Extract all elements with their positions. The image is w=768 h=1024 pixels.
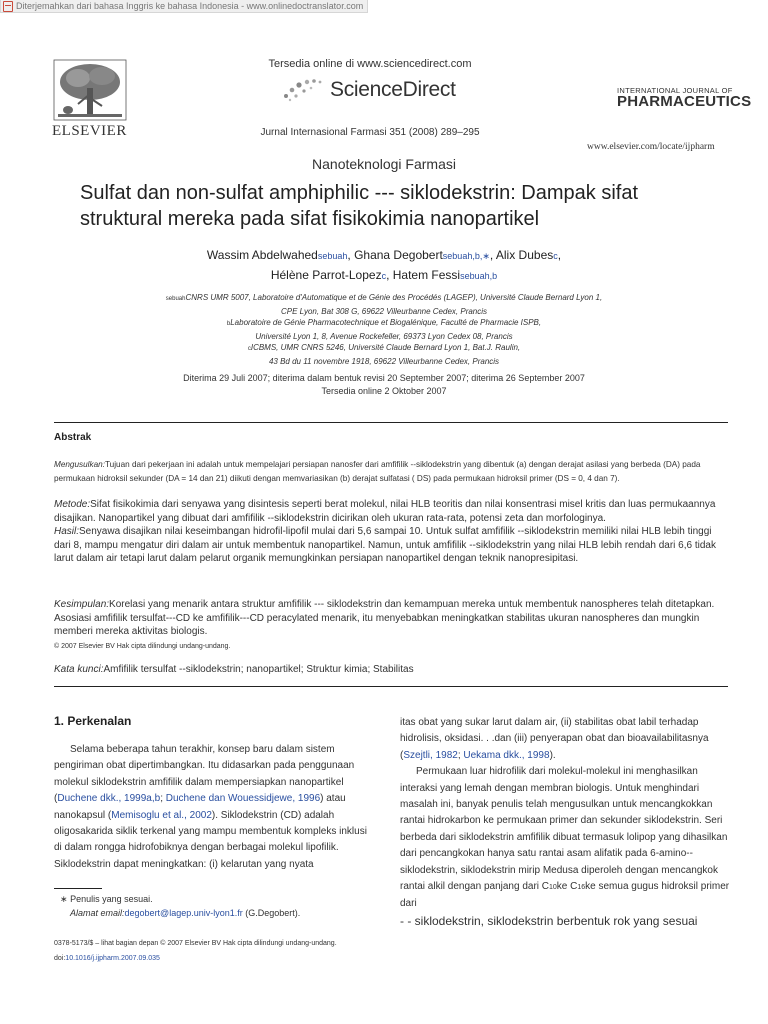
article-dates <box>100 372 668 398</box>
online-date: Tersedia online 2 Oktober 2007 <box>321 386 447 396</box>
issn-doi-line <box>54 936 354 966</box>
publisher-name: ELSEVIER <box>52 123 127 139</box>
affiliation-a <box>100 292 668 317</box>
abstract-text: Senyawa disajikan nilai keseimbangan hidrofil-lipofil mulai dari 5,6 sampai 10. Untuk sulfat amfifilik --siklodekstrin memiliki nilai HLB lebih tinggi dari 8, mampu mengatur diri dalam air untuk membentuk nanopartikel. Namun, untuk amfifilik --siklodekstrin yang nilai HLB lebih rendah dari 6,6 tidak larut dalam air tetapi larut dalam pelarut organik memungkinkan persiapan nanopartikel dengan teknik nanopresipitasi. <box>54 526 716 564</box>
footnote-rule <box>54 888 102 889</box>
journal-reference: Jurnal Internasional Farmasi 351 (2008) 289–295 <box>260 127 480 138</box>
citation-link[interactable]: Memisoglu et al., 2002 <box>111 809 212 821</box>
citation-link[interactable]: Uekama dkk., 1998 <box>463 749 550 761</box>
intro-text: ). Siklodekstrin (CD) adalah oligosakarida siklik terkenal yang mampu membentuk kompleks inklusi di dalam rongga hidrofobiknya dengan berbagai molekul lipofilik. Siklodekstrin dapat meningkatkan: (i) kelarutan yang nyata <box>54 809 367 870</box>
affiliation-line: 43 Bd du 11 novembre 1918, 69622 Villeurbanne Cedex, Prancis <box>268 356 500 366</box>
author-affil-mark[interactable]: sebuah,b,∗ <box>442 251 490 261</box>
abstract-text: Sifat fisikokimia dari senyawa yang disintesis seperti berat molekul, nilai HLB teoritis dan nilai konsentrasi misel kritis dan luas permukaannya disajikan. Nanopartikel yang dibuat dari amfifilik --siklodekstrin dicirikan oleh ukuran rata-rata, potensi zeta dan morfologinya. <box>54 499 716 524</box>
citation-link[interactable]: Duchene dkk., 1999a,b <box>57 793 161 805</box>
author-name: Ghana Degobert <box>354 248 443 262</box>
article-title: Sulfat dan non-sulfat amphiphilic --- siklodekstrin: Dampak sifat struktural mereka pada sifat fisikokimia nanopartikel <box>80 182 639 230</box>
author-line-2 <box>100 266 668 286</box>
author-name: Hatem Fessi <box>392 268 461 282</box>
section-heading: 1. Perkenalan <box>54 714 132 728</box>
affiliation-line: Laboratoire de Génie Pharmacotechnique et Biogalénique, Faculté de Pharmacie ISPB, <box>230 318 542 327</box>
author-name: Alix Dubes <box>495 248 554 262</box>
author-affil-mark[interactable]: sebuah <box>317 251 348 261</box>
keywords-label: Kata kunci: <box>54 664 104 675</box>
author-name: Hélène Parrot-Lopez <box>270 268 382 282</box>
journal-url[interactable]: www.elsevier.com/locate/ijpharm <box>587 142 715 152</box>
doi-link[interactable]: 10.1016/j.ijpharm.2007.09.035 <box>65 955 160 962</box>
affiliation-line: ICBMS, UMR CNRS 5246, Université Claude Bernard Lyon 1, Bat.J. Raulin, <box>250 343 521 352</box>
author-name: Wassim Abdelwahed <box>206 248 318 262</box>
abstract-label: Metode: <box>54 499 91 510</box>
abstract-bottom-rule <box>54 686 728 687</box>
footnote-star: ∗ <box>60 894 68 904</box>
author-separator: , <box>347 248 355 262</box>
affiliation-c <box>100 342 668 367</box>
journal-logo-line2: PHARMACEUTICS <box>617 93 752 110</box>
keywords-text: Amfifilik tersulfat --siklodekstrin; nanopartikel; Struktur kimia; Stabilitas <box>103 664 414 675</box>
affiliation-line: Université Lyon 1, 8, Avenue Rockefeller, 69373 Lyon Cedex 08, Prancis <box>255 331 513 341</box>
abstract-label: Kesimpulan: <box>54 599 110 610</box>
author-separator: , <box>557 248 562 262</box>
abstract-top-rule <box>54 422 728 423</box>
citation-link[interactable]: Szejtli, 1982 <box>403 749 458 761</box>
intro-text: Permukaan luar hidrofilik dari molekul-molekul ini menghasilkan interaksi yang lemah dengan membran biologis. Untuk menghindari masalah ini, banyak penulis telah mengusulkan untuk mencangkokkan rantai hidrokarbon ke permukaan primer dan sekunder siklodekstrin. Seri berbeda dari siklodekstrin amfifilik dibuat termasuk lolipop yang dihasilkan dari pencangkokan hanya satu rantai asam alifatik pada 6-amino--siklodekstrin, siklodekstrin mirip Medusa diperoleh dengan mencangkok rantai alkil dengan panjang dari C <box>400 766 728 893</box>
abstract-text: Korelasi yang menarik antara struktur amfifilik --- siklodekstrin dan kemampuan mereka untuk membentuk nanospheres telah ditetapkan. Asosiasi amfifilik tersulfat---CD ke amfifilik---CD peracylated menarik, itu menyebabkan meningkatkan stabilitas ukuran nanospheres dan mungkin memberi mereka aktivitas biologis. <box>54 599 715 637</box>
intro-continuation: - - siklodekstrin, siklodekstrin berbentuk rok yang sesuai <box>400 913 698 928</box>
author-line-1 <box>100 246 668 266</box>
affiliation-mark: sebuah <box>165 296 186 302</box>
issn-text: 0378-5173/$ – lihat bagian depan © 2007 Elsevier BV Hak cipta dilindungi undang-undang. doi: <box>54 940 337 962</box>
section-label: Nanoteknologi Farmasi <box>312 156 456 172</box>
translator-banner[interactable] <box>0 0 368 13</box>
sciencedirect-dots-icon <box>280 76 324 104</box>
document-icon <box>3 1 13 12</box>
received-dates: Diterima 29 Juli 2007; diterima dalam bentuk revisi 20 September 2007; diterima 26 September 2007 <box>183 373 585 383</box>
intro-text: ke C <box>556 881 578 893</box>
sciencedirect-logo <box>280 76 456 104</box>
footnote-email <box>70 906 300 920</box>
email-link[interactable]: degobert@lagep.univ-lyon1.fr <box>124 908 243 918</box>
intro-right-column: itas obat yang sukar larut dalam air, (ii) stabilitas obat labil terhadap hidrolisis, oksidasi. . .dan (iii) penyerapan obat dan bioavailabilitasnya (Szejtli, 1982; Uekama dkk., 1998). Permukaan luar hidrofilik dari molekul-molekul ini menghasilkan interaksi yang lemah dengan membran biologis. Untuk menghindari masalah ini, banyak penulis telah mengusulkan untuk mencangkokkan rantai hidrokarbon ke permukaan primer dan sekunder siklodekstrin. Seri berbeda dari siklodekstrin amfifilik dibuat termasuk lolipop yang dihasilkan dari pencangkokan hanya satu rantai asam alifatik pada 6-amino--siklodekstrin, siklodekstrin mirip Medusa diperoleh dengan mencangkok rantai alkil dengan panjang dari C10ke C16ke semua gugus hidroksil primer dari - - siklodekstrin, siklodekstrin berbentuk rok yang sesuai <box>400 717 730 928</box>
abstract-purpose <box>54 458 728 486</box>
intro-text: ). <box>549 749 556 761</box>
keywords <box>54 663 728 677</box>
intro-paragraph <box>400 764 730 913</box>
available-online-text: Tersedia online di www.sciencedirect.com <box>268 58 472 70</box>
abstract-text: Tujuan dari pekerjaan ini adalah untuk mempelajari persiapan nanosfer dari amfifilik --siklodekstrin yang dibentuk (a) dengan derajat asilasi yang berbeda (DA) pada permukaan hidroksil sekunder (DA = 14 dan 21) diikuti dengan memvariasikan (b) derajat sulfatasi ( DS) pada permukaan hidroksil primer (DS = 0, 4 dan 7). <box>54 460 701 483</box>
intro-text: ) atau nanokapsul ( <box>54 793 346 821</box>
email-owner: (G.Degobert). <box>242 908 301 918</box>
affiliation-line: CPE Lyon, Bat 308 G, 69622 Villeurbanne Cedex, Prancis <box>280 306 488 316</box>
subscript: 16 <box>577 884 586 892</box>
abstract-conclusion <box>54 598 728 653</box>
abstract-label: Mengusulkan: <box>54 460 105 469</box>
author-affil-mark[interactable]: sebuah,b <box>460 271 498 281</box>
author-separator: , <box>489 248 496 262</box>
intro-text: itas obat yang sukar larut dalam air, (ii) stabilitas obat labil terhadap hidrolisis, oksidasi. . .dan (iii) penyerapan obat dan bioavailabilitasnya ( <box>400 717 709 761</box>
banner-text: Diterjemahkan dari bahasa Inggris ke bahasa Indonesia - www.onlinedoctranslator.com <box>16 1 364 11</box>
author-affil-mark[interactable]: c <box>553 251 558 261</box>
abstract-methods-results <box>54 498 728 566</box>
author-separator: , <box>386 268 393 282</box>
email-label: Alamat email: <box>70 908 125 918</box>
affiliation-line: CNRS UMR 5007, Laboratoire d'Automatique et de Génie des Procédés (LAGEP), Université Claude Bernard Lyon 1, <box>185 293 603 302</box>
affiliation-b <box>100 317 668 342</box>
citation-link[interactable]: Duchene dan Wouessidjewe, 1996 <box>165 793 321 805</box>
author-affil-mark[interactable]: c <box>381 271 387 281</box>
footnote-text: Penulis yang sesuai. <box>70 894 153 904</box>
intro-text: ke semua gugus hidroksil primer dari <box>400 881 730 910</box>
abstract-label: Hasil: <box>54 526 80 537</box>
intro-left-column: Selama beberapa tahun terakhir, konsep baru dalam sistem pengiriman obat dipertimbangkan. Itu didasarkan pada penggunaan molekul siklodekstrin amfifilik dalam mempersiapkan nanopartikel (Duchene dkk., 1999a,b; Duchene dan Wouessidjewe, 1996) atau nanokapsul (Memisoglu et al., 2002). Siklodekstrin (CD) adalah oligosakarida siklik terkenal yang mampu membentuk kompleks inklusi di dalam rongga hidrofobiknya dengan berbagai molekul lipofilik. Siklodekstrin dapat meningkatkan: (i) kelarutan yang nyata <box>54 744 367 870</box>
subscript: 10 <box>549 884 557 892</box>
journal-logo-line1: INTERNATIONAL JOURNAL OF <box>617 86 733 95</box>
intro-text: Selama beberapa tahun terakhir, konsep baru dalam sistem pengiriman obat dipertimbangkan. Itu didasarkan pada penggunaan molekul siklodekstrin amfifilik dalam mempersiapkan nanopartikel ( <box>54 744 355 805</box>
affiliation-mark: c <box>247 346 251 352</box>
sciencedirect-wordmark: ScienceDirect <box>330 78 456 101</box>
abstract-heading: Abstrak <box>54 432 92 443</box>
affiliation-mark: b <box>226 321 231 327</box>
abstract-copyright: © 2007 Elsevier BV Hak cipta dilindungi undang-undang. <box>54 642 231 650</box>
footnote-corresponding <box>60 892 153 906</box>
